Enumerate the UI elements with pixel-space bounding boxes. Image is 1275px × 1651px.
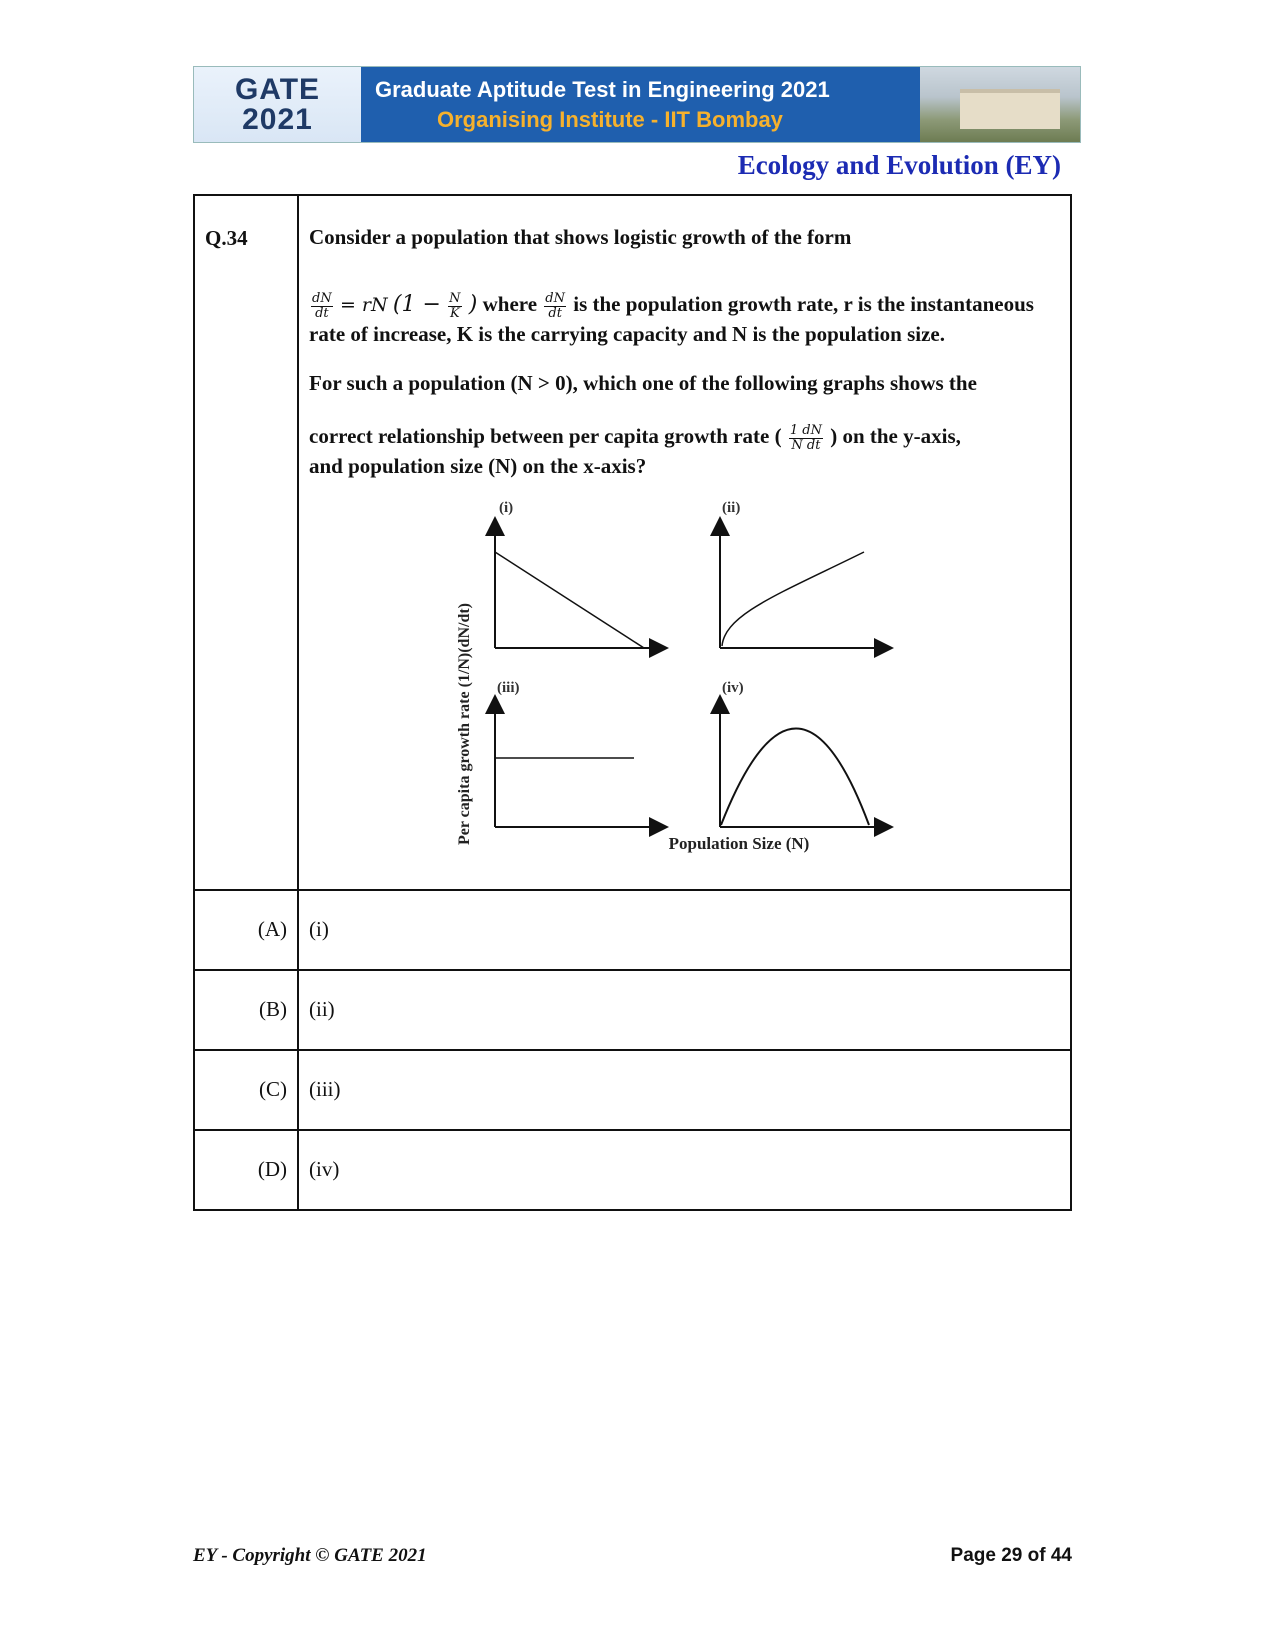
- question-row: [194, 195, 1071, 890]
- panel-iii: [495, 680, 661, 827]
- institute-building-image: [920, 67, 1080, 142]
- eq-rhs-close: ): [468, 292, 478, 318]
- banner-text: [361, 67, 920, 142]
- header-banner: [193, 66, 1081, 143]
- figure-xlabel: Population Size (N): [668, 833, 810, 853]
- eq-rhs-fraction: [448, 292, 461, 320]
- eq-rhs-prefix: = rN: [339, 294, 388, 317]
- logistic-equation-paragraph: [309, 291, 1058, 348]
- where-text: where: [482, 292, 538, 317]
- eq-rhs-paren: (1 −: [392, 292, 441, 318]
- question-table: [193, 194, 1072, 1211]
- logo-line-2: 2021: [242, 102, 313, 136]
- gate-logo: [194, 67, 361, 142]
- prompt-line-2b: ) on the y-axis,: [830, 424, 961, 449]
- where-frac-num: dN: [545, 291, 565, 307]
- eq-rhs-frac-num: N: [449, 291, 461, 307]
- panel-i: [495, 500, 661, 648]
- footer-copyright: EY - Copyright © GATE 2021: [193, 1545, 427, 1566]
- banner-subtitle: Organising Institute - IIT Bombay: [437, 106, 783, 132]
- question-number: Q.34: [194, 195, 298, 890]
- panel-ii-curve: [722, 552, 864, 646]
- figure-svg: [439, 484, 919, 879]
- panel-label-ii: (ii): [722, 499, 741, 516]
- logo-line-1: GATE: [234, 72, 321, 106]
- option-c-label: (C): [194, 1050, 298, 1130]
- prompt-frac-num: 1 dN: [789, 423, 822, 439]
- subject-title: Ecology and Evolution (EY): [737, 150, 1061, 180]
- footer-page-number: Page 29 of 44: [950, 1545, 1072, 1566]
- panel-iv-curve: [721, 728, 869, 825]
- prompt-line-2: [309, 423, 1058, 452]
- prompt-frac-den: N dt: [791, 437, 821, 453]
- question-intro: Consider a population that shows logistic growth of the form: [309, 225, 852, 249]
- growth-rate-figure: [439, 484, 919, 879]
- prompt-line-3: and population size (N) on the x-axis?: [309, 453, 647, 478]
- option-b-text: (ii): [298, 970, 1071, 1050]
- panel-iv: [720, 680, 886, 827]
- eq-lhs-fraction: [311, 292, 333, 320]
- option-a-label: (A): [194, 890, 298, 970]
- panel-ii: [720, 500, 886, 648]
- panel-label-i: (i): [499, 499, 514, 516]
- building-shape: [960, 89, 1060, 129]
- option-c-text: (iii): [298, 1050, 1071, 1130]
- where-frac-den: dt: [548, 305, 562, 321]
- banner-title: Graduate Aptitude Test in Engineering 2021: [375, 76, 830, 102]
- prompt-line-1: For such a population (N > 0), which one of the following graphs shows the: [309, 370, 977, 395]
- option-b-label: (B): [194, 970, 298, 1050]
- definition-text: is the population growth rate, r is the instantaneous rate of increase, K is the carrying capacity and N is the population size.: [309, 292, 1034, 346]
- eq-lhs-den: dt: [315, 305, 329, 321]
- where-fraction: [544, 292, 566, 320]
- option-row-d: [194, 1130, 1071, 1210]
- option-a-text: (i): [298, 890, 1071, 970]
- figure-ylabel: Per capita growth rate (1/N)(dN/dt): [456, 602, 473, 845]
- option-row-c: [194, 1050, 1071, 1130]
- prompt-line-2a: correct relationship between per capita growth rate (: [309, 424, 782, 449]
- option-d-text: (iv): [298, 1130, 1071, 1210]
- question-body: [298, 195, 1071, 890]
- panel-label-iii: (iii): [497, 679, 520, 696]
- panel-label-iv: (iv): [722, 679, 744, 696]
- prompt-fraction: [789, 424, 823, 452]
- option-d-label: (D): [194, 1130, 298, 1210]
- panel-i-curve: [495, 552, 644, 648]
- option-row-b: [194, 970, 1071, 1050]
- option-row-a: [194, 890, 1071, 970]
- eq-lhs-num: dN: [312, 291, 332, 307]
- eq-rhs-frac-den: K: [449, 305, 460, 321]
